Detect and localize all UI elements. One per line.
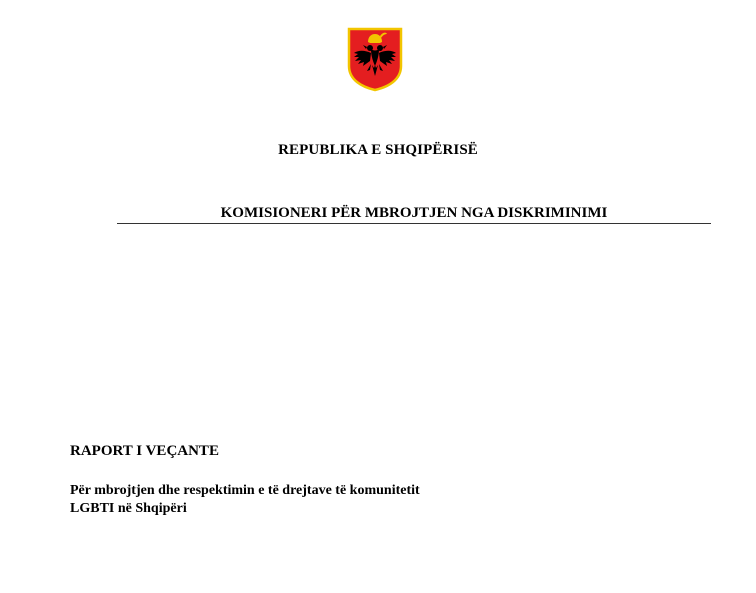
report-title: RAPORT I VEÇANTE xyxy=(70,443,219,459)
report-subtitle-line-2: LGBTI në Shqipëri xyxy=(70,501,187,516)
commissioner-heading: KOMISIONERI PËR MBROJTJEN NGA DISKRIMINIMI xyxy=(220,205,608,221)
commissioner-header xyxy=(117,205,711,225)
emblem-graphic xyxy=(346,26,404,92)
header-divider xyxy=(117,223,711,224)
report-subtitle-line-1: Për mbrojtjen dhe respektimin e të drejtave të komunitetit xyxy=(70,483,420,498)
report-subtitle xyxy=(70,482,420,518)
coat-of-arms-icon xyxy=(346,26,404,92)
republic-heading: REPUBLIKA E SHQIPËRISË xyxy=(278,142,478,158)
